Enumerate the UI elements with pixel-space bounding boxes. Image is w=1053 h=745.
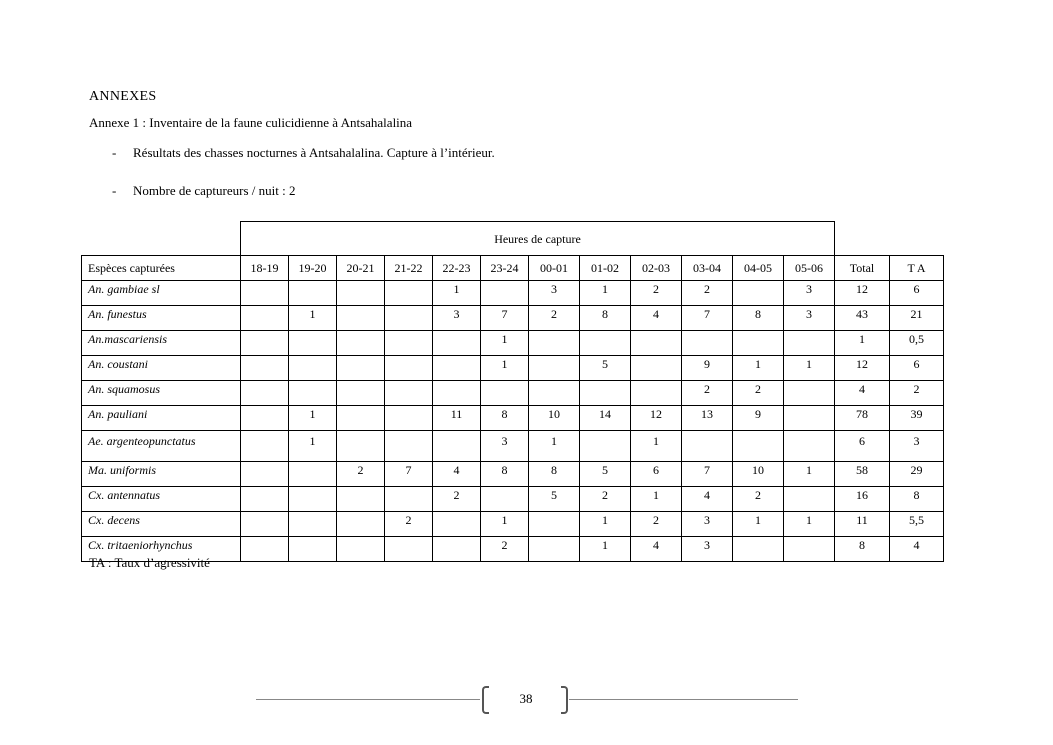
count-cell: 1: [481, 356, 529, 381]
table-corner: [82, 222, 241, 256]
count-cell: [784, 431, 835, 462]
page-number: 38: [519, 691, 533, 706]
bullet-dash: -: [112, 183, 117, 198]
ta-column-header: T A: [890, 256, 944, 281]
hour-column-header: 02-03: [631, 256, 682, 281]
count-cell: [241, 462, 289, 487]
species-cell: An.mascariensis: [82, 331, 241, 356]
count-cell: [289, 537, 337, 562]
count-cell: [784, 406, 835, 431]
count-cell: 4: [631, 537, 682, 562]
count-cell: 7: [481, 306, 529, 331]
table-row: [82, 431, 944, 462]
count-cell: [241, 487, 289, 512]
count-cell: [385, 381, 433, 406]
count-cell: [733, 537, 784, 562]
hour-column-header: 23-24: [481, 256, 529, 281]
footer-rule-left: [256, 699, 480, 700]
count-cell: [631, 331, 682, 356]
count-cell: 3: [529, 281, 580, 306]
count-cell: [784, 487, 835, 512]
count-cell: 5: [580, 356, 631, 381]
total-column-header: Total: [835, 256, 890, 281]
count-cell: 7: [682, 306, 733, 331]
count-cell: 3: [682, 537, 733, 562]
ta-cell: 29: [890, 462, 944, 487]
count-cell: 4: [433, 462, 481, 487]
ta-cell: 0,5: [890, 331, 944, 356]
hour-column-header: 05-06: [784, 256, 835, 281]
table-row: [82, 537, 944, 562]
table-row: [82, 331, 944, 356]
bullet-text: Nombre de captureurs / nuit : 2: [133, 183, 296, 198]
count-cell: [241, 537, 289, 562]
footer-rule-right: [569, 699, 798, 700]
count-cell: [631, 356, 682, 381]
count-cell: [529, 537, 580, 562]
count-cell: 2: [337, 462, 385, 487]
hour-column-header: 04-05: [733, 256, 784, 281]
table-row: [82, 281, 944, 306]
table-row: [82, 406, 944, 431]
total-cell: 1: [835, 331, 890, 356]
count-cell: 2: [733, 381, 784, 406]
hour-column-header: 21-22: [385, 256, 433, 281]
count-cell: [241, 306, 289, 331]
count-cell: 8: [733, 306, 784, 331]
ta-cell: 21: [890, 306, 944, 331]
count-cell: 5: [580, 462, 631, 487]
count-cell: [433, 356, 481, 381]
hour-column-header: 01-02: [580, 256, 631, 281]
count-cell: [433, 431, 481, 462]
count-cell: 3: [784, 306, 835, 331]
count-cell: 3: [481, 431, 529, 462]
count-cell: [337, 356, 385, 381]
species-cell: An. coustani: [82, 356, 241, 381]
count-cell: 9: [733, 406, 784, 431]
species-column-header: Espèces capturées: [82, 256, 241, 281]
count-cell: 7: [682, 462, 733, 487]
table-row: [82, 381, 944, 406]
count-cell: 1: [289, 306, 337, 331]
species-cell: An. pauliani: [82, 406, 241, 431]
count-cell: [385, 306, 433, 331]
count-cell: 10: [733, 462, 784, 487]
footnote: TA : Taux d’agressivité: [89, 555, 210, 570]
ta-cell: 6: [890, 356, 944, 381]
total-cell: 8: [835, 537, 890, 562]
count-cell: 2: [631, 281, 682, 306]
count-cell: [529, 356, 580, 381]
count-cell: 2: [529, 306, 580, 331]
count-cell: [337, 281, 385, 306]
count-cell: [289, 487, 337, 512]
count-cell: [529, 381, 580, 406]
total-cell: 12: [835, 281, 890, 306]
hour-column-header: 22-23: [433, 256, 481, 281]
count-cell: 1: [580, 281, 631, 306]
count-cell: 2: [580, 487, 631, 512]
count-cell: [784, 331, 835, 356]
count-cell: [529, 512, 580, 537]
count-cell: [241, 431, 289, 462]
count-cell: [289, 331, 337, 356]
total-cell: 58: [835, 462, 890, 487]
count-cell: 12: [631, 406, 682, 431]
count-cell: 1: [433, 281, 481, 306]
hour-column-header: 19-20: [289, 256, 337, 281]
ta-cell: 4: [890, 537, 944, 562]
count-cell: [241, 356, 289, 381]
count-cell: 4: [631, 306, 682, 331]
count-cell: [433, 331, 481, 356]
ta-cell: 3: [890, 431, 944, 462]
count-cell: [385, 331, 433, 356]
table-row: [82, 306, 944, 331]
count-cell: [241, 512, 289, 537]
count-cell: 3: [682, 512, 733, 537]
count-cell: [481, 381, 529, 406]
count-cell: [433, 381, 481, 406]
count-cell: 1: [580, 512, 631, 537]
hour-column-header: 20-21: [337, 256, 385, 281]
count-cell: 2: [481, 537, 529, 562]
count-cell: 1: [481, 331, 529, 356]
count-cell: [241, 281, 289, 306]
left-bracket-icon: [482, 686, 489, 714]
ta-cell: 39: [890, 406, 944, 431]
count-cell: 1: [631, 487, 682, 512]
species-cell: Ma. uniformis: [82, 462, 241, 487]
total-cell: 43: [835, 306, 890, 331]
count-cell: 13: [682, 406, 733, 431]
count-cell: 3: [433, 306, 481, 331]
count-cell: [682, 431, 733, 462]
count-cell: 1: [733, 356, 784, 381]
bullet-text: Résultats des chasses nocturnes à Antsahalalina. Capture à l’intérieur.: [133, 145, 495, 160]
count-cell: [385, 281, 433, 306]
count-cell: [241, 406, 289, 431]
count-cell: 1: [580, 537, 631, 562]
table-row: [82, 487, 944, 512]
count-cell: 1: [733, 512, 784, 537]
count-cell: [784, 381, 835, 406]
count-cell: [337, 537, 385, 562]
count-cell: [385, 356, 433, 381]
count-cell: 4: [682, 487, 733, 512]
count-cell: [241, 381, 289, 406]
hour-column-header: 03-04: [682, 256, 733, 281]
count-cell: 14: [580, 406, 631, 431]
count-cell: [337, 431, 385, 462]
table-corner-right: [835, 222, 944, 256]
count-cell: 7: [385, 462, 433, 487]
count-cell: [580, 381, 631, 406]
count-cell: [337, 331, 385, 356]
count-cell: [385, 431, 433, 462]
count-cell: [433, 512, 481, 537]
count-cell: 3: [784, 281, 835, 306]
count-cell: [733, 281, 784, 306]
count-cell: 11: [433, 406, 481, 431]
ta-cell: 6: [890, 281, 944, 306]
hour-column-header: 00-01: [529, 256, 580, 281]
count-cell: [289, 512, 337, 537]
count-cell: 8: [481, 462, 529, 487]
bullet-item: [112, 145, 495, 161]
count-cell: [385, 406, 433, 431]
count-cell: 2: [433, 487, 481, 512]
count-cell: 1: [784, 462, 835, 487]
count-cell: [481, 487, 529, 512]
count-cell: [784, 537, 835, 562]
count-cell: 2: [631, 512, 682, 537]
count-cell: 2: [682, 381, 733, 406]
count-cell: [289, 281, 337, 306]
count-cell: [289, 462, 337, 487]
count-cell: [385, 537, 433, 562]
count-cell: [631, 381, 682, 406]
total-cell: 78: [835, 406, 890, 431]
hour-column-header: 18-19: [241, 256, 289, 281]
ta-cell: 2: [890, 381, 944, 406]
count-cell: [289, 356, 337, 381]
count-cell: 1: [289, 406, 337, 431]
table-row: [82, 462, 944, 487]
count-cell: 8: [481, 406, 529, 431]
total-cell: 12: [835, 356, 890, 381]
count-cell: [682, 331, 733, 356]
count-cell: 1: [784, 512, 835, 537]
count-cell: [733, 331, 784, 356]
bullet-item: [112, 183, 295, 199]
count-cell: [337, 306, 385, 331]
annex-title: Annexe 1 : Inventaire de la faune culicidienne à Antsahalalina: [89, 115, 413, 130]
count-cell: [289, 381, 337, 406]
count-cell: [529, 331, 580, 356]
count-cell: [733, 431, 784, 462]
capture-table: [81, 221, 944, 562]
count-cell: 2: [682, 281, 733, 306]
count-cell: 8: [580, 306, 631, 331]
right-bracket-icon: [561, 686, 568, 714]
count-cell: [385, 487, 433, 512]
count-cell: [337, 406, 385, 431]
count-cell: 2: [733, 487, 784, 512]
count-cell: 5: [529, 487, 580, 512]
hours-group-header: Heures de capture: [241, 222, 835, 256]
species-cell: An. squamosus: [82, 381, 241, 406]
count-cell: [337, 512, 385, 537]
count-cell: 1: [631, 431, 682, 462]
count-cell: 1: [784, 356, 835, 381]
table-row: [82, 356, 944, 381]
count-cell: 9: [682, 356, 733, 381]
count-cell: [580, 331, 631, 356]
ta-cell: 5,5: [890, 512, 944, 537]
count-cell: [433, 537, 481, 562]
count-cell: 1: [529, 431, 580, 462]
count-cell: 10: [529, 406, 580, 431]
count-cell: [337, 487, 385, 512]
count-cell: 2: [385, 512, 433, 537]
count-cell: [481, 281, 529, 306]
species-cell: Ae. argenteopunctatus: [82, 431, 241, 462]
species-cell: Cx. antennatus: [82, 487, 241, 512]
count-cell: 1: [289, 431, 337, 462]
ta-cell: 8: [890, 487, 944, 512]
bullet-dash: -: [112, 145, 117, 160]
count-cell: [580, 431, 631, 462]
count-cell: 8: [529, 462, 580, 487]
species-cell: An. funestus: [82, 306, 241, 331]
table-row: [82, 512, 944, 537]
total-cell: 6: [835, 431, 890, 462]
count-cell: 1: [481, 512, 529, 537]
species-cell: Cx. decens: [82, 512, 241, 537]
count-cell: 6: [631, 462, 682, 487]
count-cell: [337, 381, 385, 406]
count-cell: [241, 331, 289, 356]
total-cell: 11: [835, 512, 890, 537]
species-cell: Cx. tritaeniorhynchus: [82, 537, 241, 562]
total-cell: 16: [835, 487, 890, 512]
species-cell: An. gambiae sl: [82, 281, 241, 306]
total-cell: 4: [835, 381, 890, 406]
section-heading: ANNEXES: [89, 89, 157, 104]
